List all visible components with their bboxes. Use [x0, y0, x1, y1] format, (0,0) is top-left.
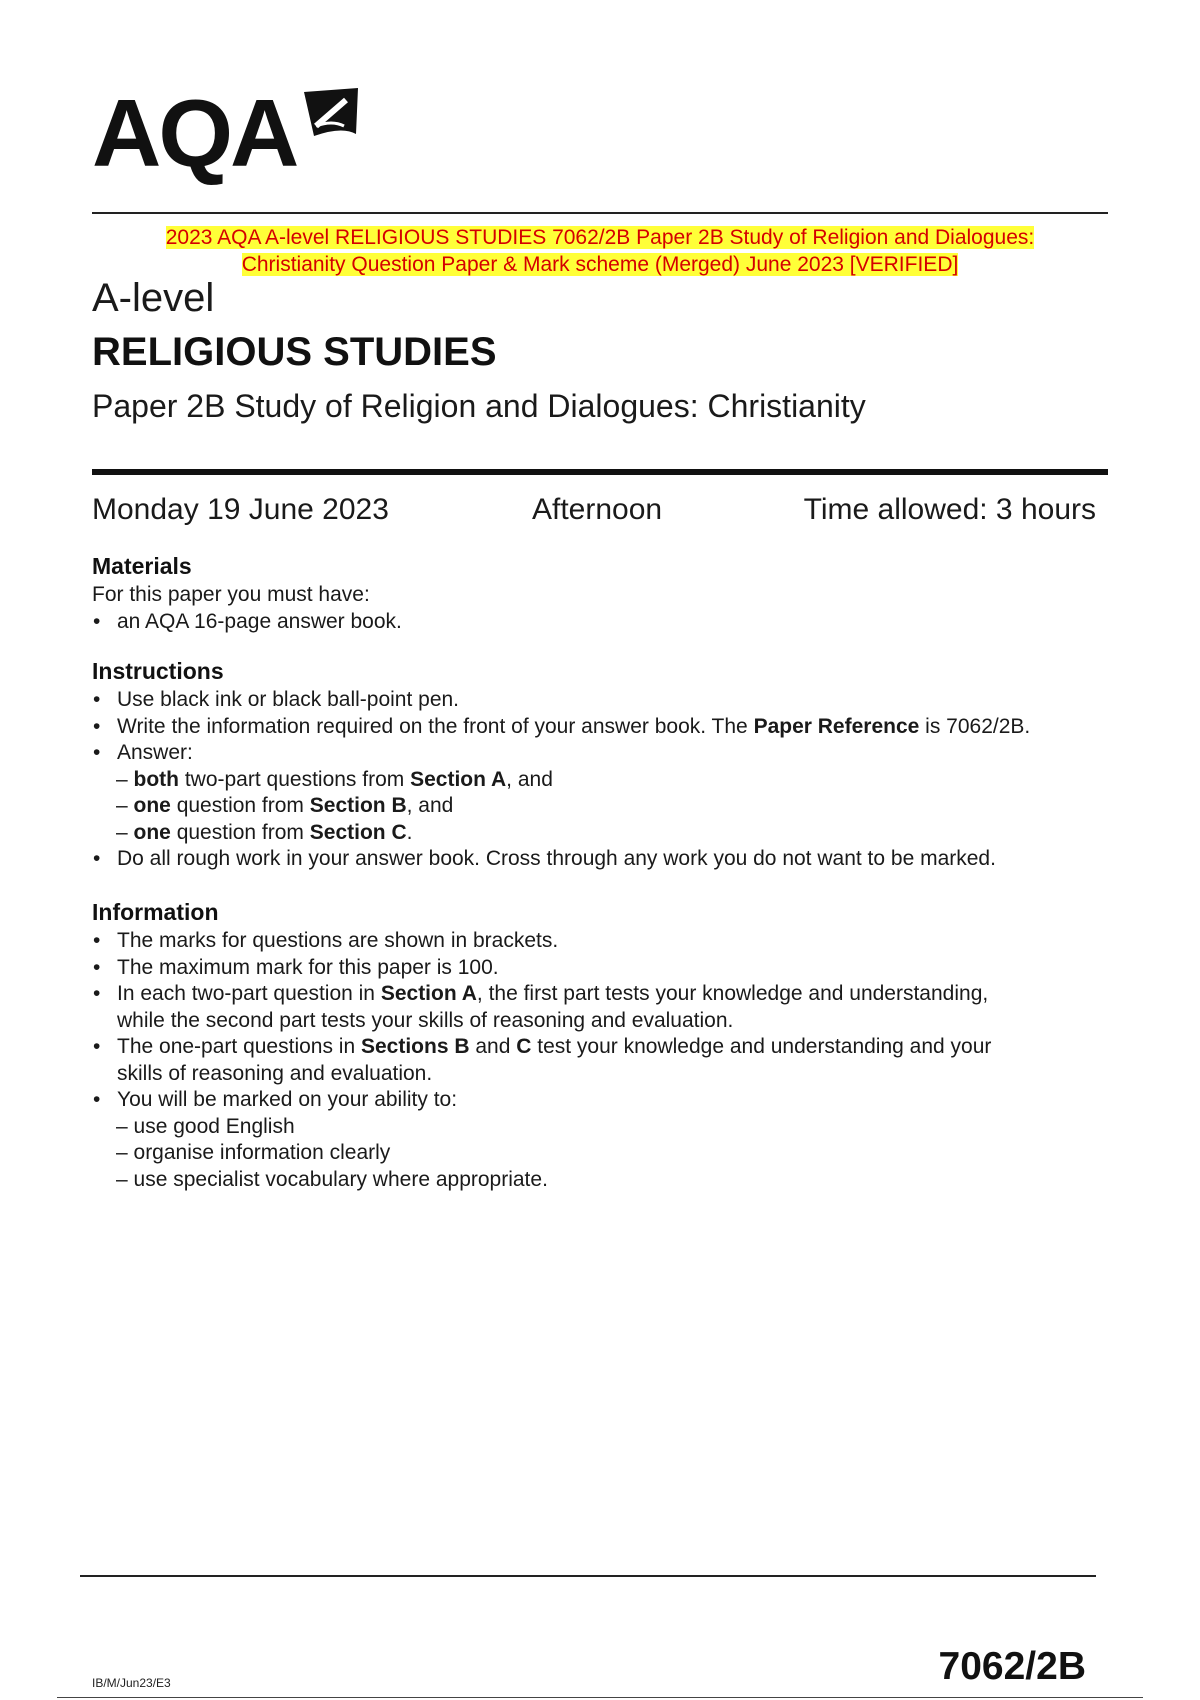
qualification-level: A-level [92, 276, 215, 320]
list-item: • Answer: [92, 740, 1108, 767]
materials-intro: For this paper you must have: [92, 583, 370, 606]
paper-title: Paper 2B Study of Religion and Dialogues: Christianity [92, 388, 866, 424]
instruction-text: Do all rough work in your answer book. Cross through any work you do not want to be marked. [117, 847, 996, 870]
subject-title: RELIGIOUS STUDIES [92, 330, 497, 374]
information-heading: Information [92, 899, 219, 925]
banner-line-2: Christianity Question Paper & Mark scheme (Merged) June 2023 [VERIFIED] [241, 253, 959, 276]
materials-section [92, 552, 1108, 635]
list-item: • Do all rough work in your answer book. Cross through any work you do not want to be marked. [92, 846, 1108, 873]
paper-code: 7062/2B [938, 1645, 1086, 1688]
instruction-text: Write the information required on the front of your answer book. The Paper Reference is 7062/2B. [117, 714, 1031, 738]
information-text: You will be marked on your ability to: [117, 1088, 458, 1111]
print-reference: IB/M/Jun23/E3 [92, 1676, 171, 1690]
bottom-divider [80, 1575, 1096, 1577]
thick-divider [92, 469, 1108, 475]
list-item: • You will be marked on your ability to: [92, 1087, 1108, 1114]
aqa-logo [92, 80, 360, 187]
exam-session: Afternoon [532, 493, 663, 526]
exam-date: Monday 19 June 2023 [92, 493, 389, 526]
aqa-logo-text: AQA [92, 80, 297, 187]
instructions-section [92, 657, 1108, 873]
list-item: • In each two-part question in Section A, the first part tests your knowledge and understanding, while the second part tests your skills of reasoning and evaluation. [92, 981, 1108, 1034]
instruction-text: Use black ink or black ball-point pen. [117, 688, 460, 711]
ability-sub-item: – organise information clearly [116, 1141, 391, 1164]
instructions-heading: Instructions [92, 658, 224, 684]
answer-sub-item: – one question from Section B, and [116, 794, 454, 817]
information-text: The one-part questions in Sections B and C test your knowledge and understanding and your skills of reasoning and evaluation. [117, 1035, 992, 1085]
information-text: The marks for questions are shown in brackets. [117, 929, 559, 952]
information-section [92, 898, 1108, 1193]
list-item: • Use black ink or black ball-point pen. [92, 687, 1108, 714]
top-divider [92, 212, 1108, 214]
time-allowed: Time allowed: 3 hours [803, 493, 1096, 526]
list-item: • Write the information required on the front of your answer book. The Paper Reference is 7062/2B. [92, 714, 1108, 741]
ability-sub-item: – use good English [116, 1114, 295, 1138]
ability-sub-item: – use specialist vocabulary where appropriate. [116, 1167, 548, 1191]
list-item: • The marks for questions are shown in brackets. [92, 928, 1108, 955]
answer-sub-item: – both two-part questions from Section A, and [116, 767, 553, 791]
information-text: The maximum mark for this paper is 100. [117, 955, 499, 979]
list-item: • The maximum mark for this paper is 100. [92, 955, 1108, 982]
banner-line-1: 2023 AQA A-level RELIGIOUS STUDIES 7062/2B Paper 2B Study of Religion and Dialogues: [165, 226, 1035, 249]
page-edge-line [57, 1697, 1143, 1698]
materials-heading: Materials [92, 553, 192, 579]
materials-item: an AQA 16-page answer book. [117, 609, 402, 633]
information-text: In each two-part question in Section A, the first part tests your knowledge and understanding, while the second part tests your skills of reasoning and evaluation. [117, 982, 989, 1032]
title-banner [92, 224, 1108, 278]
answer-sub-item: – one question from Section C. [116, 820, 413, 844]
list-item: • The one-part questions in Sections B and C test your knowledge and understanding and your skills of reasoning and evaluation. [92, 1034, 1108, 1087]
aqa-logo-mark-icon [302, 86, 360, 148]
instruction-text: Answer: [117, 741, 193, 764]
list-item: • an AQA 16-page answer book. [92, 609, 1108, 636]
